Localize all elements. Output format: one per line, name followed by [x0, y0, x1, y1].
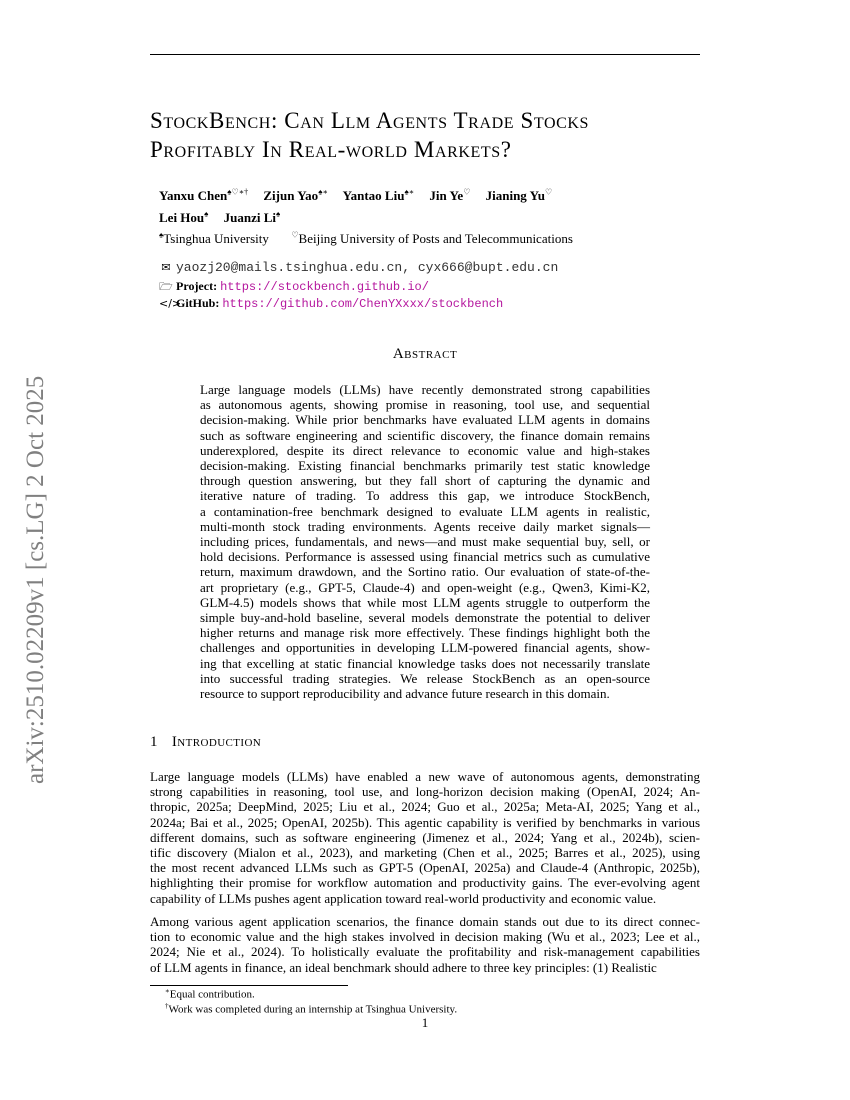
page-number: 1 — [421, 1015, 429, 1030]
text-line: return, maximum drawdown, and the Sortino ratio. Our evaluation of state-of-the- — [200, 564, 650, 580]
text-line: thropic, 2025a; DeepMind, 2025; Liu et al., 2024; Guo et al., 2025a; Meta-AI, 2025; Yang et al., — [150, 799, 700, 815]
section-number: 1 — [150, 734, 158, 750]
footnote: †Work was completed during an internship at Tsinghua University. — [165, 1002, 458, 1016]
author: Zijun Yao♠∗ — [263, 188, 328, 204]
text-line: highlighting their promise for workflow automation and productivity gains. The ever-evolving agent — [150, 875, 700, 891]
github-link[interactable]: https://github.com/ChenYXxxx/stockbench — [222, 297, 504, 311]
text-line: decision-making. While prior benchmarks have evaluated LLM agents in domains — [200, 412, 650, 428]
abstract-body — [200, 382, 650, 701]
footnote: ∗Equal contribution. — [165, 987, 255, 1001]
text-line: Large language models (LLMs) have enabled a new wave of autonomous agents, demonstrating — [150, 769, 700, 784]
text-line: resource to support reproducibility and advance future research in this domain. — [200, 686, 610, 702]
author-row-1 — [159, 184, 564, 205]
text-line: 2024; Nie et al., 2024). To holistically evaluate the profitability and risk-management capabilities — [150, 944, 700, 960]
text-line: tific discovery (Mialon et al., 2023), and marketing (Chen et al., 2025; Barres et al., 2025), using — [150, 845, 700, 861]
text-line: into successful trading strategies. We release StockBench as an open-source — [200, 670, 650, 686]
text-line: of LLM agents in finance, an ideal benchmark should adhere to three key principles: (1) Realistic — [150, 959, 657, 975]
arxiv-stamp: arXiv:2510.02209v1 [cs.LG] 2 Oct 2025 — [22, 375, 49, 784]
github-label: GitHub: — [176, 296, 220, 310]
text-line: iterative nature of trading. To address this gap, we introduce StockBench, — [200, 488, 650, 504]
github-line — [159, 295, 503, 312]
affiliations — [159, 231, 573, 247]
intro-paragraph-1 — [150, 769, 700, 906]
section-heading — [150, 734, 261, 751]
author-row-2 — [159, 205, 564, 226]
text-line: ing that excelling at static financial knowledge tasks does not necessarily translate — [200, 655, 650, 671]
email-line — [159, 259, 558, 276]
code-icon: </> — [159, 297, 182, 310]
project-link[interactable]: https://stockbench.github.io/ — [220, 280, 429, 294]
affiliation: ♠Tsinghua University — [159, 231, 269, 247]
project-label: Project: — [176, 279, 218, 293]
text-line: multi-month stock trading environments. Agents receive daily market signals— — [200, 518, 650, 534]
folder-icon: 🗁 — [159, 280, 173, 293]
abstract-heading: Abstract — [392, 346, 458, 362]
top-rule — [150, 54, 700, 55]
text-line: Among various agent application scenarios, the finance domain stands out due to its direct connec- — [150, 914, 700, 929]
text-line: GLM-4.5) models shows that while most LLM agents struggle to outperform the — [200, 594, 650, 610]
footnote-rule — [150, 985, 348, 986]
paper-title — [150, 106, 710, 164]
text-line: simple buy-and-hold baseline, several models demonstrate the potential to deliver — [200, 610, 650, 626]
email-addresses[interactable]: yaozj20@mails.tsinghua.edu.cn, cyx666@bupt.edu.cn — [176, 260, 559, 275]
text-line: 2024a; Bai et al., 2025; OpenAI, 2025b). This agentic capability is verified by benchmarks in various — [150, 814, 700, 830]
author: Yanxu Chen♠♡∗† — [159, 188, 249, 204]
author-list — [159, 184, 564, 227]
text-line: Large language models (LLMs) have recently demonstrated strong capabilities — [200, 382, 650, 397]
text-line: as autonomous agents, showing promise in reasoning, tool use, and sequential — [200, 397, 650, 413]
text-line: underexplored, despite its direct relevance to economic value and high-stakes — [200, 442, 650, 458]
text-line: challenges and opportunities in developing LLM-powered financial agents, show- — [200, 640, 650, 656]
text-line: decision-making. Existing financial benchmarks primarily test static knowledge — [200, 458, 650, 474]
title-line-1: StockBench: Can Llm Agents Trade Stocks — [150, 108, 590, 133]
text-line: such as software engineering and scientific discovery, the finance domain remains — [200, 427, 650, 443]
text-line: including prices, fundamentals, and news—and must make sequential buy, sell, or — [200, 534, 650, 550]
author: Yantao Liu♠∗ — [342, 188, 415, 204]
text-line: strong capabilities in reasoning, tool use, and long-horizon decision making (OpenAI, 2024; An- — [150, 784, 700, 800]
project-line — [159, 278, 429, 295]
text-line: hold decisions. Performance is assessed using financial metrics such as cumulative — [200, 549, 650, 565]
text-line: higher returns and manage risk more effectively. These findings highlight both the — [200, 625, 650, 641]
title-line-2: Profitably In Real-world Markets? — [150, 137, 512, 162]
author: Lei Hou♠ — [159, 209, 209, 225]
section-title: Introduction — [171, 734, 262, 750]
author: Jianing Yu♡ — [485, 188, 553, 204]
text-line: the most recent advanced LLMs such as GPT-5 (OpenAI, 2025a) and Claude-4 (Anthropic, 2025b), — [150, 860, 700, 876]
intro-paragraph-2 — [150, 914, 700, 975]
author: Jin Ye♡ — [429, 188, 471, 204]
author: Juanzi Li♠ — [223, 209, 281, 225]
text-line: different domains, such as software engineering (Jimenez et al., 2024; Yang et al., 2024b), scien- — [150, 829, 700, 845]
affiliation: ♡Beijing University of Posts and Telecommunications — [291, 231, 573, 247]
text-line: tion to economic value and the high stakes involved in decision making (Wu et al., 2023; Lee et al., — [150, 929, 700, 945]
text-line: art proprietary (e.g., GPT-5, Claude-4) and open-weight (e.g., Qwen3, Kimi-K2, — [200, 579, 650, 595]
envelope-icon: ✉ — [161, 261, 171, 274]
text-line: a contamination-free benchmark designed to evaluate LLM agents in realistic, — [200, 503, 650, 519]
text-line: through question answering, but they fall short of capturing the dynamic and — [200, 473, 650, 489]
text-line: capability of LLMs pushes agent application toward real-world productivity and economic value. — [150, 890, 657, 906]
